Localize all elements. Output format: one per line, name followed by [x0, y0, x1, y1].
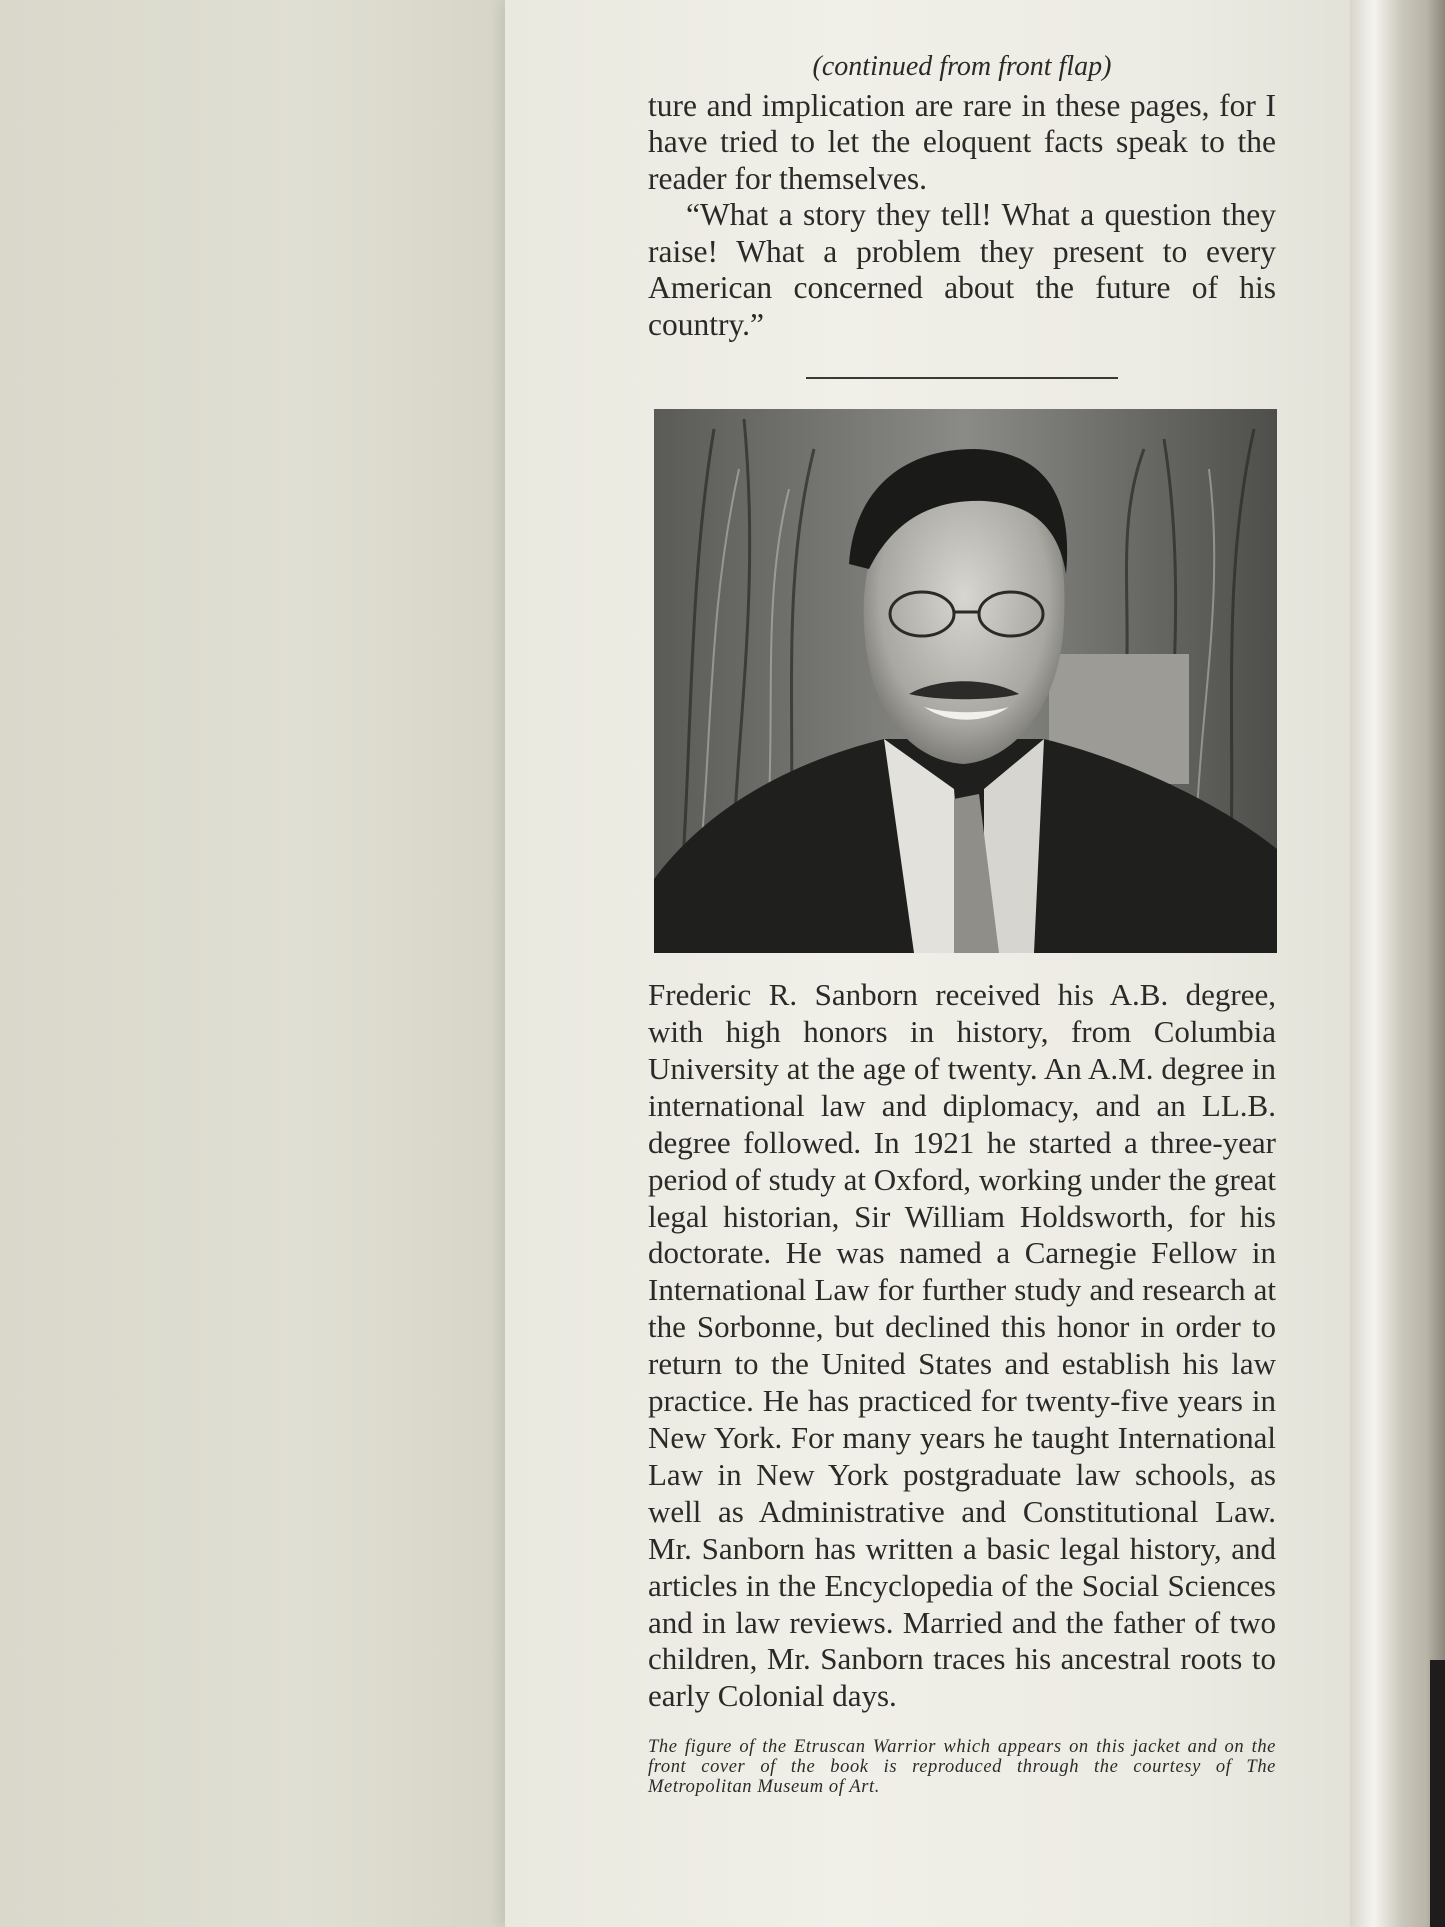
cover-art-credit: The figure of the Etruscan Warrior which appears on this jacket and on the front cover of the book is reproduced through the courtesy of The Metropolitan Museum of Art. [648, 1737, 1276, 1798]
continued-note: (continued from front flap) [812, 51, 1112, 82]
intro-paragraph: ture and implication are rare in these pages, for I have tried to let the eloquent facts speak to the reader for themselves. [648, 87, 1276, 196]
book-spine-edge [1350, 0, 1445, 1927]
author-photo [654, 409, 1277, 953]
quote-paragraph: “What a story they tell! What a question they raise! What a problem they present to every American concerned about the future of his country.” [648, 197, 1276, 342]
dark-book-edge [1430, 1660, 1445, 1927]
facing-blank-page [0, 0, 505, 1927]
section-divider [806, 377, 1118, 379]
flap-text-column [648, 50, 1276, 1816]
author-biography: Frederic R. Sanborn received his A.B. degree, with high honors in history, from Columbia University at the age of twenty. An A.M. degree in international law and diplomacy, and an LL.B. degree followed. In 1921 he started a three-year period of study at Oxford, working under the great legal historian, Sir William Holdsworth, for his doctorate. He was named a Carnegie Fellow in International Law for further study and research at the Sorbonne, but declined this honor in order to return to the United States and establish his law practice. He has practiced for twenty-five years in New York. For many years he taught International Law in New York postgraduate law schools, as well as Administrative and Constitutional Law. Mr. Sanborn has written a basic legal history, and articles in the Encyclopedia of the Social Sciences and in law reviews. Married and the father of two children, Mr. Sanborn traces his ancestral roots to early Colonial days. [648, 977, 1276, 1714]
